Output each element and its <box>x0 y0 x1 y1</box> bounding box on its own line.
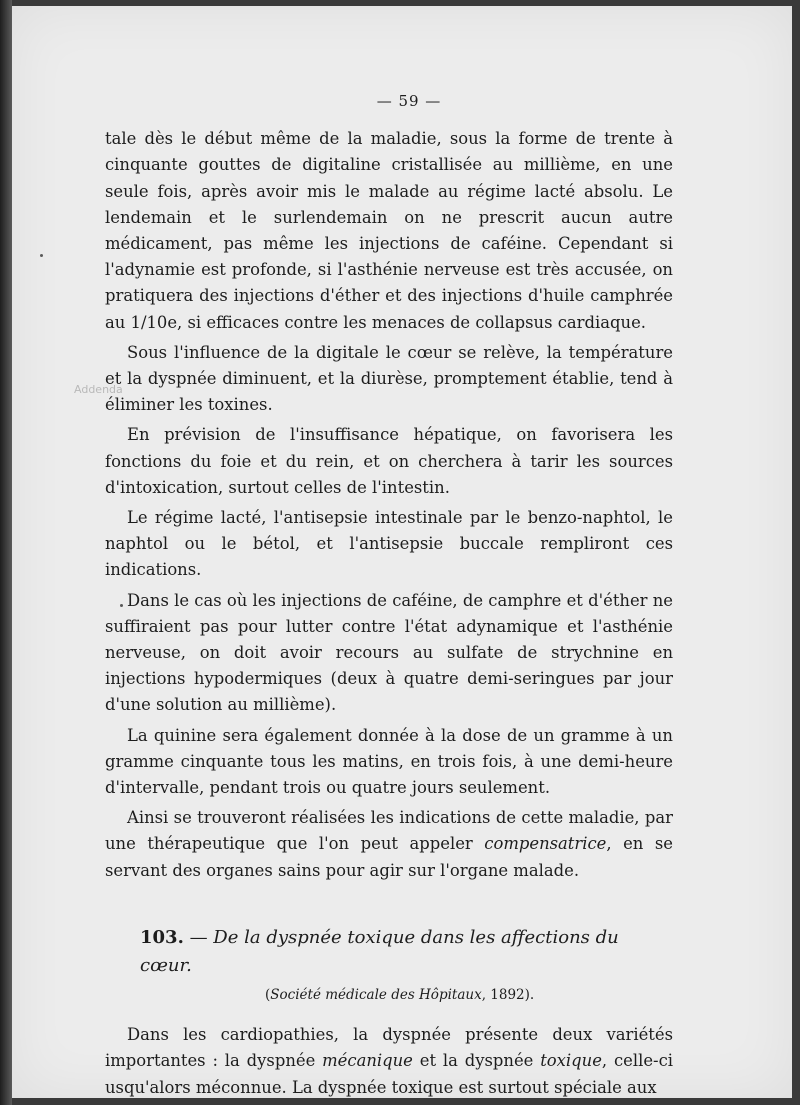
paragraph: Le régime lacté, l'antisepsie intestinale par le benzo-naphtol, le naphtol ou le bétol, et l'antisepsie buccale rempliront ces indications. <box>105 508 673 580</box>
citation-journal: Société médicale des Hôpitaux <box>270 986 482 1003</box>
paragraph <box>105 805 673 884</box>
page-number: — 59 — <box>376 92 442 110</box>
paragraph: Dans le cas où les injections de caféine, de camphre et d'éther ne suffiraient pas pour lutter contre l'état adynamique et l'asthénie nerveuse, on doit avoir recours au sulfate de strychnine en injections hypodermiques (deux à quatre demi-seringues par jour d'une solution au millième). <box>105 590 673 715</box>
citation-year: , 1892). <box>481 986 535 1003</box>
paragraph: La quinine sera également donnée à la dose de un gramme à un gramme cinquante tous les matins, en trois fois, à une demi-heure d'intervalle, pendant trois ou quatre jours seulement. <box>105 725 673 798</box>
citation-open: ( <box>265 986 271 1003</box>
section-number: 103. <box>140 926 184 948</box>
paragraph: Sous l'influence de la digitale le cœur se relève, la température et la dyspnée diminuent, et la diurèse, promptement établie, tend à éliminer les toxines. <box>105 342 673 415</box>
text: Dans les cardiopathies, la dyspnée présente deux variétés importantes : la dyspnée <box>105 1025 673 1071</box>
paragraph <box>105 1022 673 1101</box>
text: et la dyspnée <box>412 1051 541 1071</box>
text: , en se servant des organes sains pour agir sur l'organe malade. <box>105 834 674 880</box>
emphasis: compensatrice <box>484 834 607 854</box>
emphasis: toxique <box>540 1051 602 1071</box>
text: , celle-ci usqu'alors méconnue. La dyspnée toxique est surtout spéciale aux <box>105 1051 673 1097</box>
page-content <box>105 88 673 1105</box>
paragraph: En prévision de l'insuffisance hépatique, on favorisera les fonctions du foie et du rein, et on cherchera à tarir les sources d'intoxication, surtout celles de l'intestin. <box>105 425 673 497</box>
emphasis: mécanique <box>322 1051 413 1071</box>
text: Ainsi se trouveront réalisées les indications de cette maladie, par une thérapeutique que l'on peut appeler <box>105 808 673 854</box>
paragraph: tale dès le début même de la maladie, sous la forme de trente à cinquante gouttes de digitaline cristallisée au millième, en une seule fois, après avoir mis le malade au régime lacté absolu. Le lendemain et le surlendemain on ne prescrit aucun autre médicament, pas même les injections de caféine. Cependant si l'adynamie est profonde, si l'asthénie nerveuse est très accusée, on pratiquera des injections d'éther et des injections d'huile camphrée au 1/10e, si efficaces contre les menaces de collapsus cardiaque. <box>105 129 673 332</box>
margin-note: Addenda <box>74 383 123 396</box>
section-dash: — <box>183 926 214 948</box>
scan-speck <box>40 254 43 257</box>
section-title: De la dyspnée toxique dans les affections du cœur. <box>140 926 619 976</box>
scan-edge <box>0 0 12 1105</box>
citation <box>265 982 673 1008</box>
section-heading <box>140 924 673 980</box>
